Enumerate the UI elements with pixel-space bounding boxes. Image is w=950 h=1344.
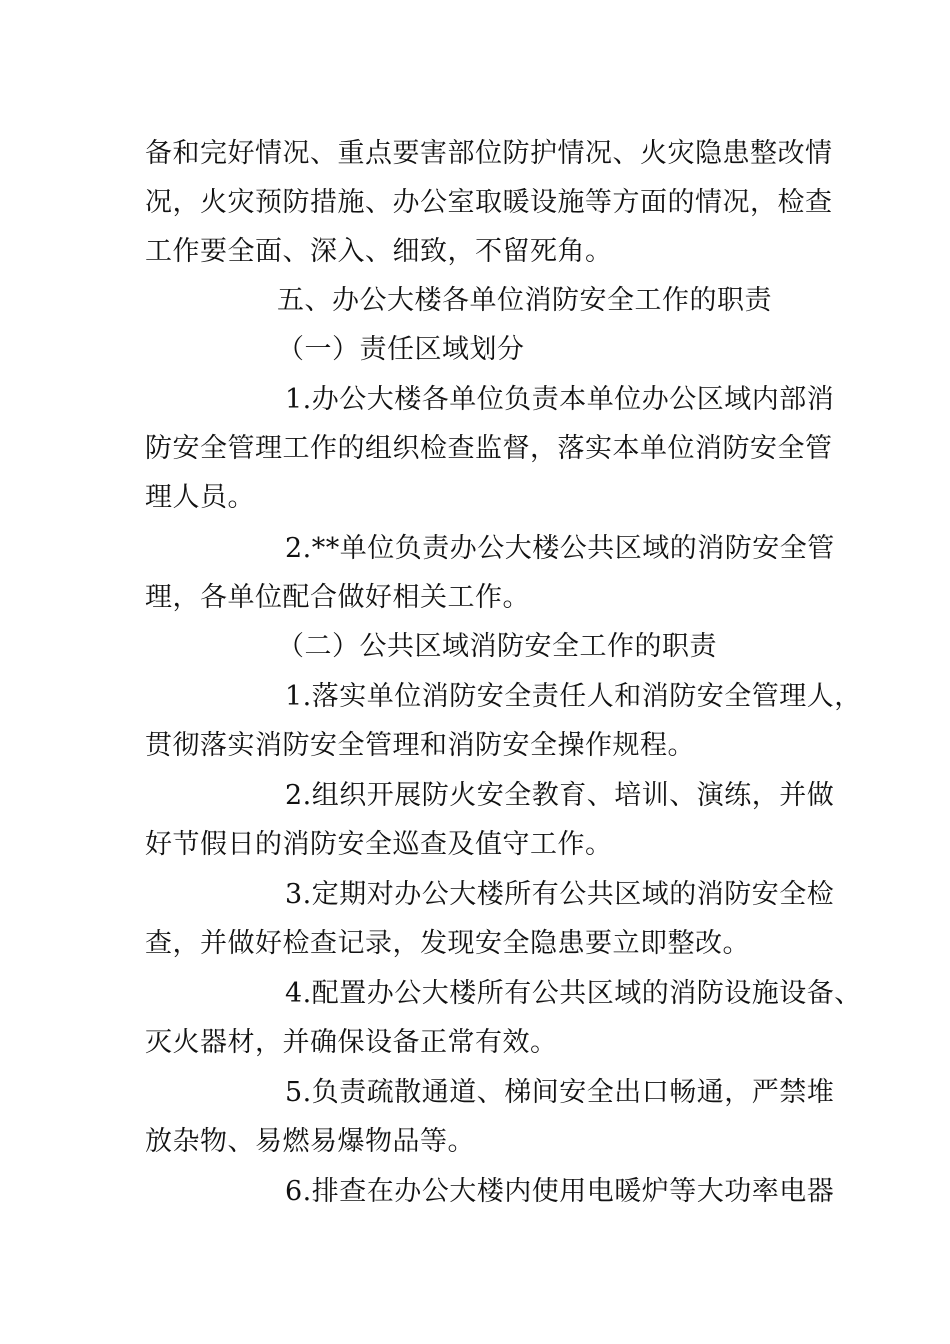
- text-line: 6.排查在办公大楼内使用电暖炉等大功率电器: [285, 1176, 835, 1207]
- text-line: 放杂物、易燃易爆物品等。: [145, 1126, 475, 1157]
- text-line: 况，火灾预防措施、办公室取暖设施等方面的情况，检查: [145, 187, 833, 218]
- text-line: 备和完好情况、重点要害部位防护情况、火灾隐患整改情: [145, 138, 833, 169]
- text-line: 2.组织开展防火安全教育、培训、演练，并做: [285, 780, 835, 811]
- text-line: 理，各单位配合做好相关工作。: [145, 582, 530, 613]
- text-line: 贯彻落实消防安全管理和消防安全操作规程。: [145, 730, 695, 761]
- text-line: 查，并做好检查记录，发现安全隐患要立即整改。: [145, 928, 750, 959]
- text-line: 好节假日的消防安全巡查及值守工作。: [145, 829, 613, 860]
- text-line: 5.负责疏散通道、梯间安全出口畅通，严禁堆: [285, 1077, 835, 1108]
- text-line: 3.定期对办公大楼所有公共区域的消防安全检: [285, 879, 835, 910]
- text-line: 2.**单位负责办公大楼公共区域的消防安全管: [285, 533, 835, 564]
- section-heading: 五、办公大楼各单位消防安全工作的职责: [277, 285, 772, 316]
- text-line: 防安全管理工作的组织检查监督，落实本单位消防安全管: [145, 433, 833, 464]
- text-line: 1.办公大楼各单位负责本单位办公区域内部消: [285, 384, 835, 415]
- subsection-heading: （二）公共区域消防安全工作的职责: [277, 631, 717, 662]
- text-line: 1.落实单位消防安全责任人和消防安全管理人，: [285, 681, 862, 712]
- text-line: 理人员。: [145, 482, 255, 513]
- subsection-heading: （一）责任区域划分: [277, 334, 525, 365]
- text-line: 工作要全面、深入、细致，不留死角。: [145, 236, 613, 267]
- text-line: 4.配置办公大楼所有公共区域的消防设施设备、: [285, 978, 862, 1009]
- text-line: 灭火器材，并确保设备正常有效。: [145, 1027, 558, 1058]
